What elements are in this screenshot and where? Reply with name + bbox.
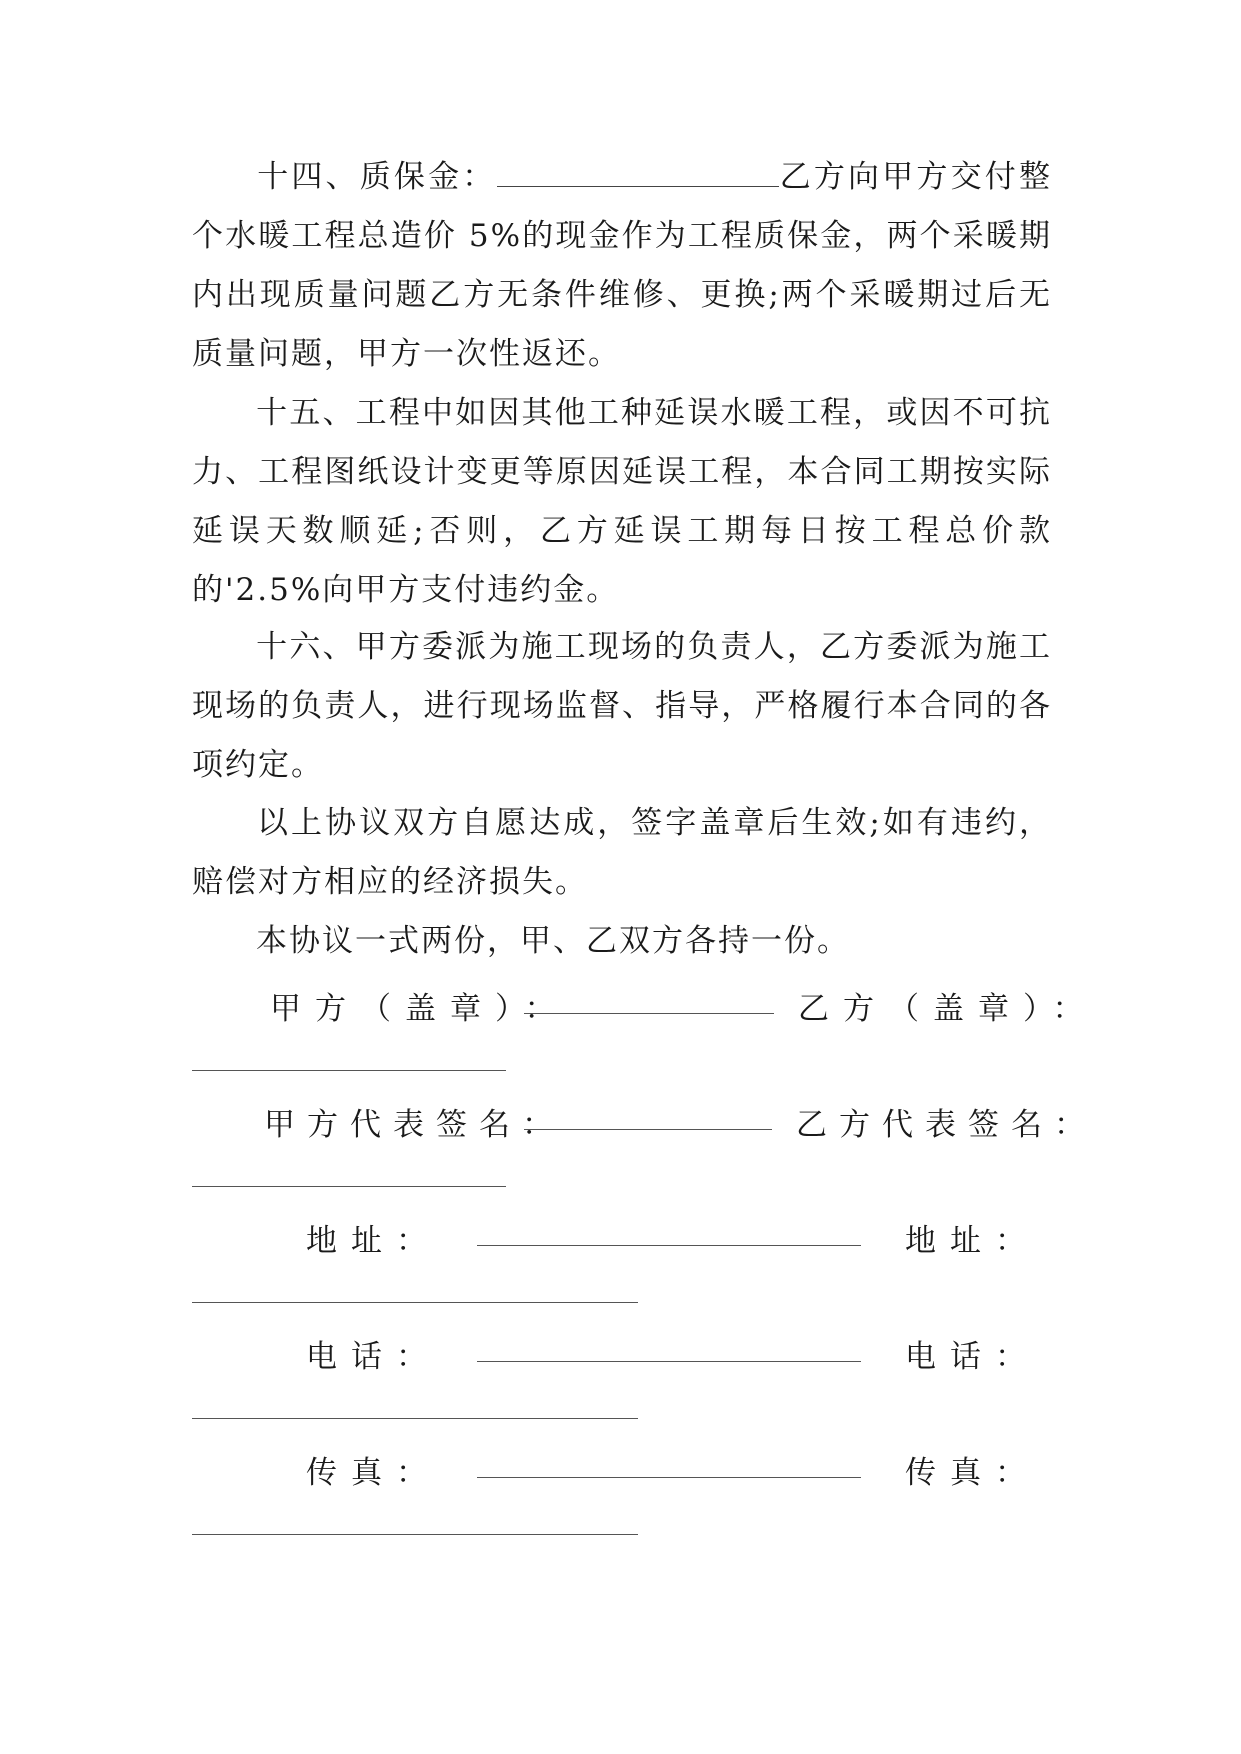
phone-row <box>192 1331 1052 1375</box>
clause-16 <box>192 618 1052 795</box>
party-b-phone-line[interactable] <box>192 1418 638 1419</box>
clause-15-text: 十五、工程中如因其他工种延误水暖工程，或因不可抗力、工程图纸设计变更等原因延误工程，本合同工期按实际延误天数顺延;否则，乙方延误工期每日按工程总价款的'2.5%向甲方支付违约金。 <box>192 395 1052 608</box>
party-b-fax-label: 传真： <box>905 1455 1040 1491</box>
clause-15 <box>192 384 1052 620</box>
party-a-phone-label: 电话： <box>306 1339 441 1375</box>
clause-14-blank <box>497 158 779 187</box>
copies-text: 本协议一式两份，甲、乙双方各持一份。 <box>256 923 850 959</box>
clause-14-text: 乙方向甲方交付整个水暖工程总造价 5%的现金作为工程质保金，两个采暖期内出现质量问题乙方无条件维修、更换;两个采暖期过后无质量问题，甲方一次性返还。 <box>192 159 1052 372</box>
agreement-paragraph <box>192 794 1052 912</box>
party-b-seal-line[interactable] <box>192 1070 506 1071</box>
party-a-rep-line[interactable] <box>524 1129 772 1130</box>
fax-row <box>192 1447 1052 1491</box>
party-a-address-label: 地址： <box>306 1223 441 1259</box>
address-row <box>192 1215 1052 1259</box>
party-b-rep-label: 乙方代表签名： <box>796 1107 1097 1143</box>
clause-16-text: 十六、甲方委派为施工现场的负责人，乙方委派为施工现场的负责人，进行现场监督、指导，严格履行本合同的各项约定。 <box>192 629 1052 783</box>
party-b-rep-line[interactable] <box>192 1186 506 1187</box>
representative-row <box>192 1099 1097 1143</box>
seal-row <box>192 983 1098 1027</box>
clause-14-lead: 十四、质保金： <box>256 159 497 195</box>
party-b-address-label: 地址： <box>905 1223 1040 1259</box>
party-a-rep-label: 甲方代表签名： <box>264 1107 565 1143</box>
party-a-fax-label: 传真： <box>306 1455 441 1491</box>
party-a-seal-label: 甲方（盖章）： <box>270 991 570 1027</box>
party-b-fax-line[interactable] <box>192 1534 638 1535</box>
party-a-address-line[interactable] <box>477 1245 861 1246</box>
party-b-seal-label: 乙方（盖章）： <box>798 991 1098 1027</box>
party-a-fax-line[interactable] <box>477 1477 861 1478</box>
clause-14 <box>192 148 1052 384</box>
party-a-phone-line[interactable] <box>477 1361 861 1362</box>
copies-paragraph <box>192 912 1052 971</box>
party-b-address-line[interactable] <box>192 1302 638 1303</box>
agreement-text: 以上协议双方自愿达成，签字盖章后生效;如有违约，赔偿对方相应的经济损失。 <box>192 805 1052 900</box>
party-a-seal-line[interactable] <box>524 1013 774 1014</box>
party-b-phone-label: 电话： <box>905 1339 1040 1375</box>
